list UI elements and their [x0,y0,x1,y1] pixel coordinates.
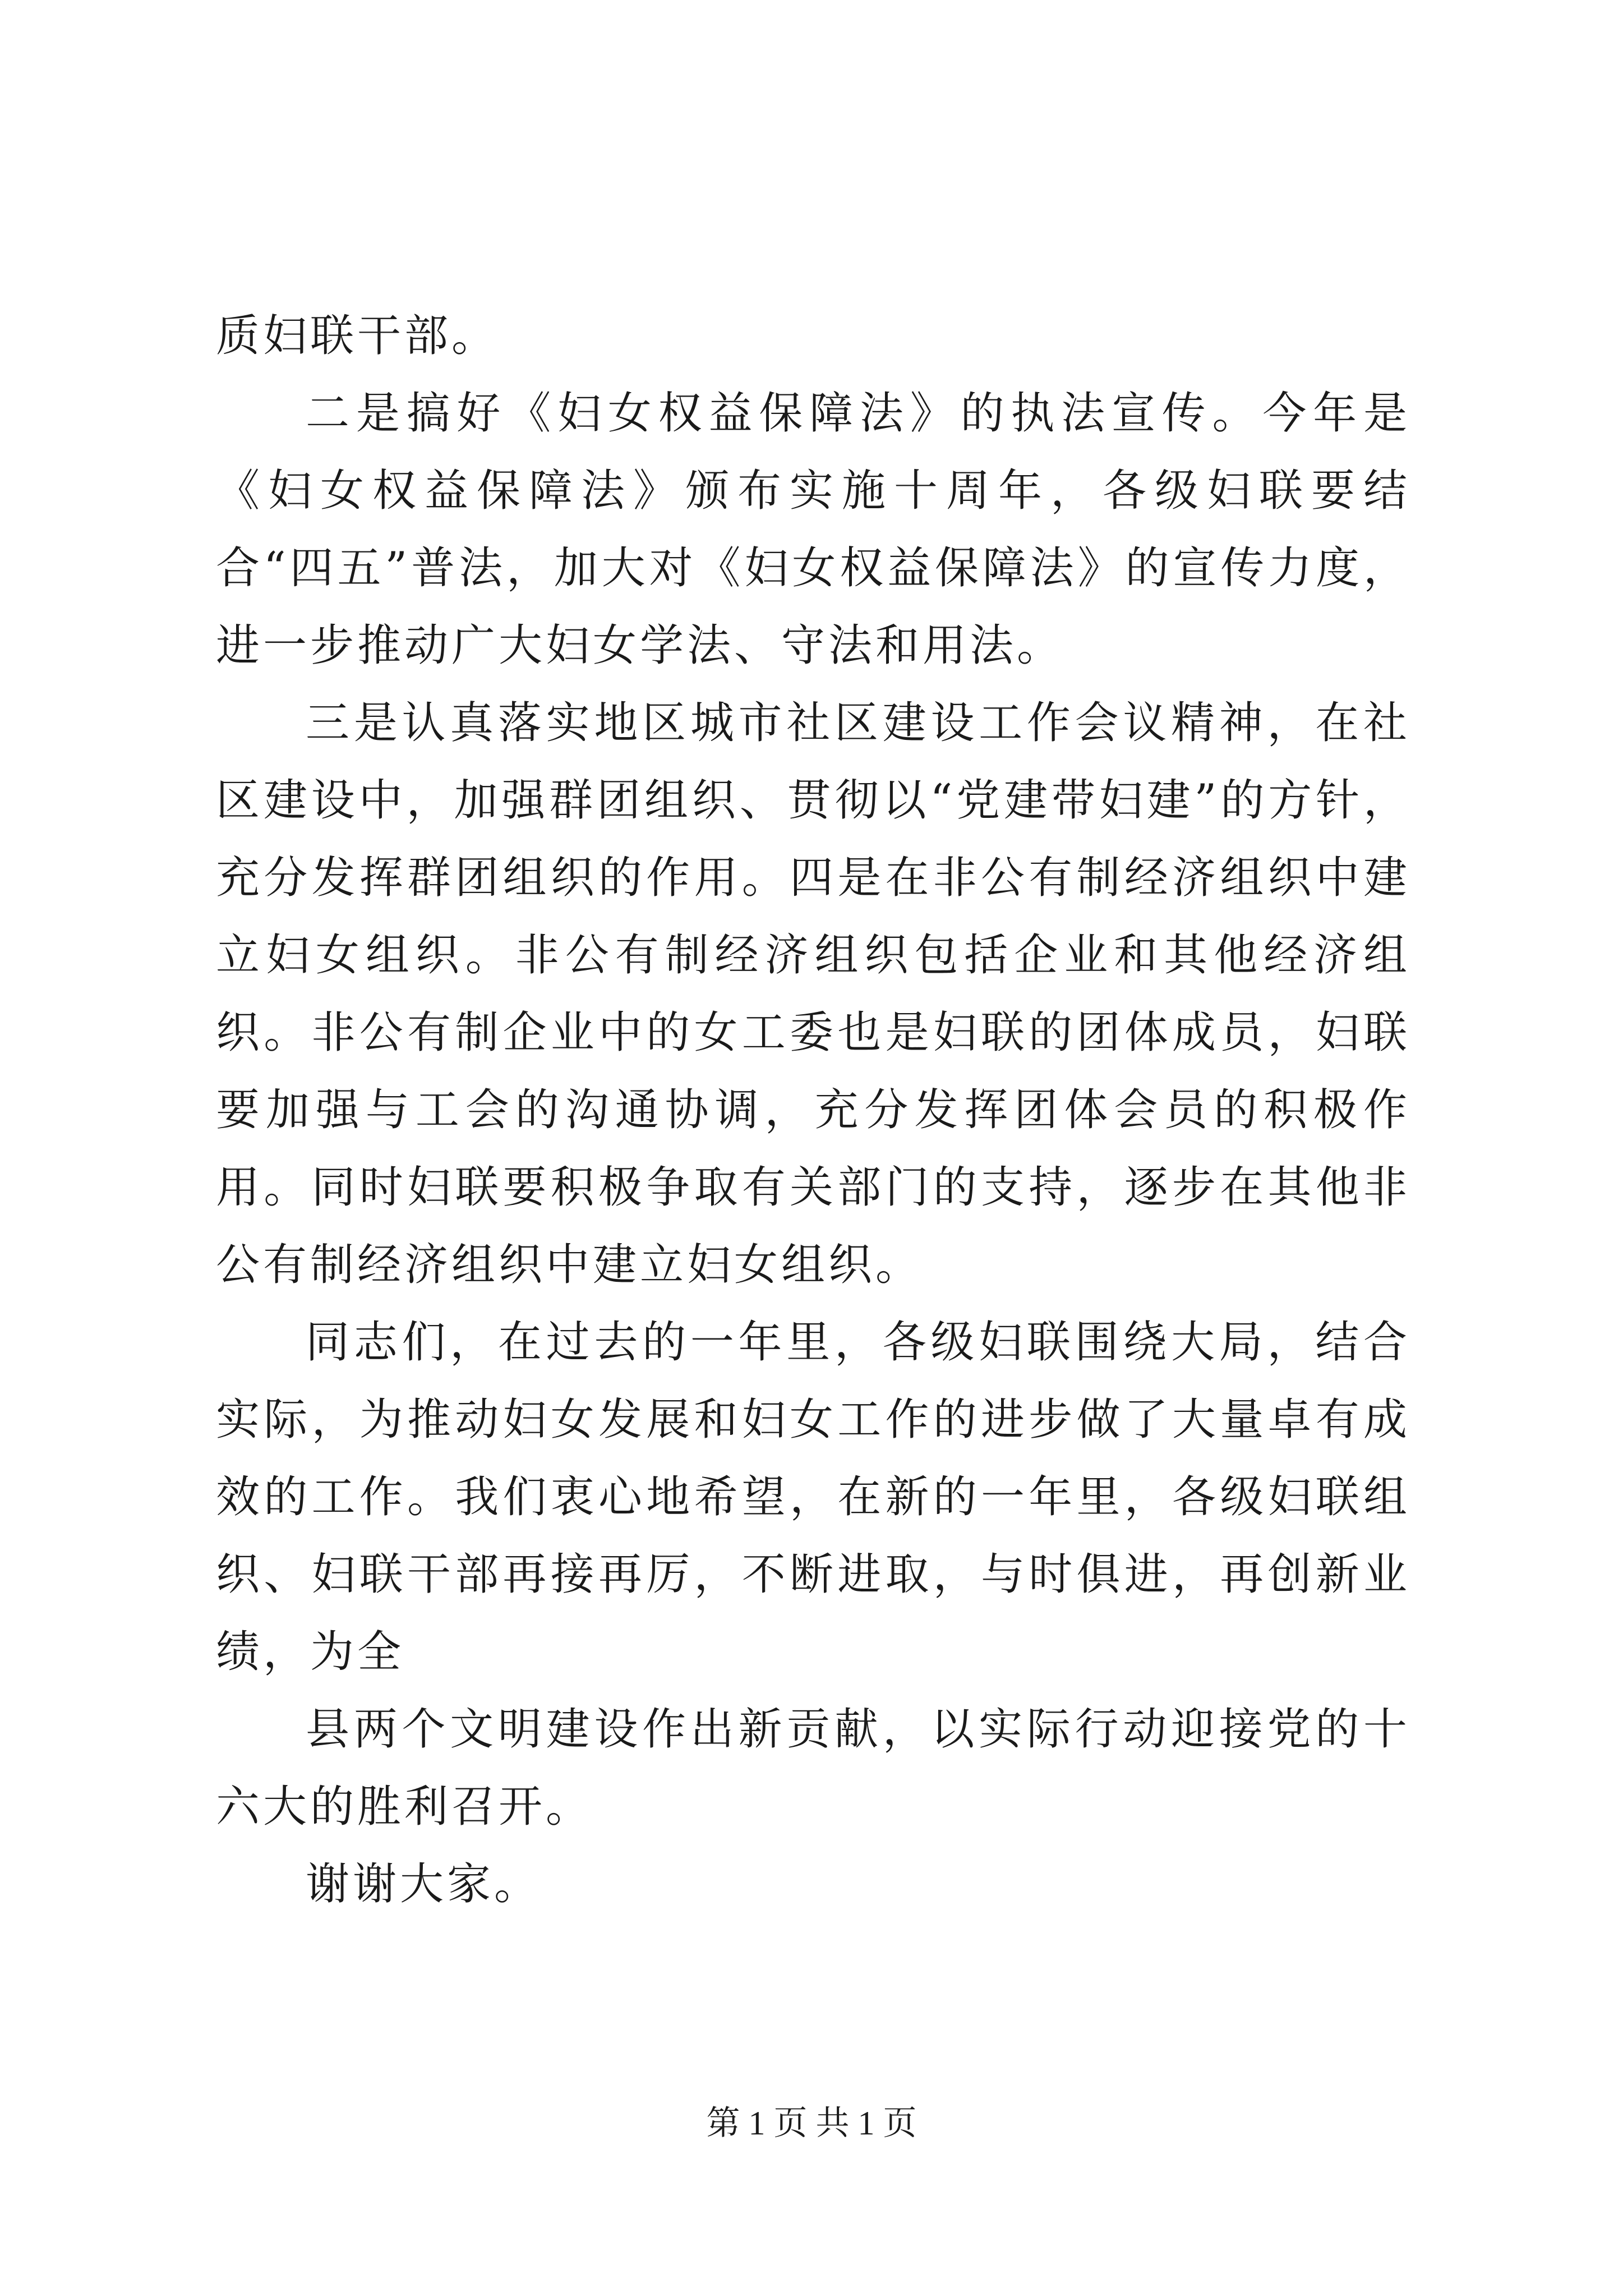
paragraph-3: 三是认真落实地区城市社区建设工作会议精神，在社区建设中，加强群团组织、贯彻以“党建带妇建”的方针，充分发挥群团组织的作用。四是在非公有制经济组织中建立妇女组织。非公有制经济组织包括企业和其他经济组织。非公有制企业中的女工委也是妇联的团体成员，妇联要加强与工会的沟通协调，充分发挥团体会员的积极作用。同时妇联要积极争取有关部门的支持，逐步在其他非公有制经济组织中建立妇女组织。 [216,698,1410,1290]
paragraph-1: 质妇联干部。 [216,311,499,361]
paragraph-4: 同志们，在过去的一年里，各级妇联围绕大局，结合实际，为推动妇女发展和妇女工作的进步做了大量卓有成效的工作。我们衷心地希望，在新的一年里，各级妇联组织、妇联干部再接再厉，不断进取，与时俱进，再创新业绩，为全 [216,1317,1410,1677]
page-number-footer: 第 1 页 共 1 页 [706,2105,917,2142]
paragraph-2: 二是搞好《妇女权益保障法》的执法宣传。今年是《妇女权益保障法》颁布实施十周年，各级妇联要结合“四五”普法，加大对《妇女权益保障法》的宣传力度，进一步推动广大妇女学法、守法和用法。 [216,388,1410,671]
document-body [216,297,1410,1923]
paragraph-6: 谢谢大家。 [306,1859,542,1910]
paragraph-5: 县两个文明建设作出新贡献，以实际行动迎接党的十六大的胜利召开。 [216,1704,1410,1832]
